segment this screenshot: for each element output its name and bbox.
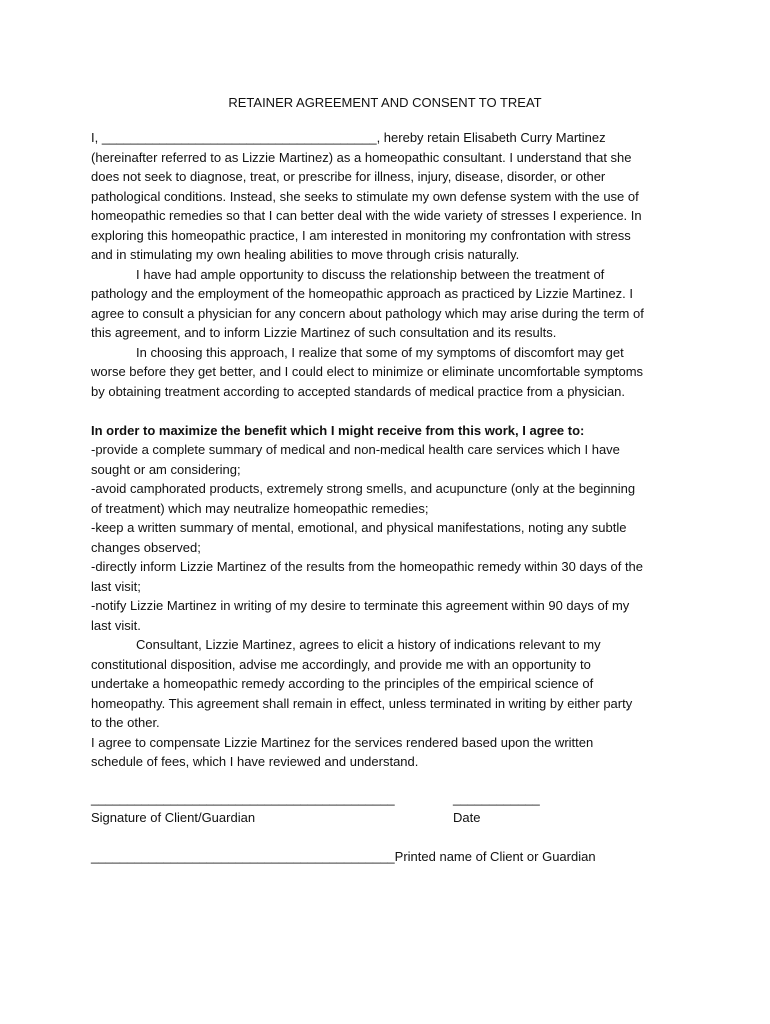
printed-name-field[interactable]: __________________________________________ xyxy=(91,849,395,864)
text-line: homeopathy. This agreement shall remain in effect, unless terminated in writing by either party xyxy=(91,695,633,711)
text-line: schedule of fees, which I have reviewed and understand. xyxy=(91,754,419,769)
agreement-item: -provide a complete summary of medical and non-medical health care services which I have xyxy=(91,442,620,457)
printed-name-label: Printed name of Client or Guardian xyxy=(394,849,596,864)
agreement-item: changes observed; xyxy=(91,539,201,555)
date-field[interactable]: ____________ xyxy=(453,791,540,806)
paragraph-consultant xyxy=(91,635,685,733)
agreement-item: -notify Lizzie Martinez in writing of my desire to terminate this agreement within 90 days of my xyxy=(91,598,630,613)
paragraph-physician xyxy=(91,265,685,343)
agreement-item: last visit; xyxy=(91,578,141,594)
text-line: Consultant, Lizzie Martinez, agrees to elicit a history of indications relevant to my xyxy=(136,637,601,652)
agreement-heading: In order to maximize the benefit which I might receive from this work, I agree to: xyxy=(91,422,585,438)
agreement-item: sought or am considering; xyxy=(91,461,241,477)
signature-block xyxy=(91,789,691,829)
paragraph-compensation xyxy=(91,733,685,772)
paragraph-approach xyxy=(91,343,685,402)
text-line: and in stimulating my own healing abilities to move through crisis naturally. xyxy=(91,247,520,262)
text-line: pathological conditions. Instead, she seeks to stimulate my own defense system with the use of xyxy=(91,188,639,204)
text-line: this agreement, and to inform Lizzie Martinez of such consultation and its results. xyxy=(91,325,557,340)
text-line: (hereinafter referred to as Lizzie Martinez) as a homeopathic consultant. I understand that she xyxy=(91,149,632,165)
text-line: In choosing this approach, I realize that some of my symptoms of discomfort may get xyxy=(136,344,624,360)
text-line: to the other. xyxy=(91,715,160,730)
text-line: I have had ample opportunity to discuss the relationship between the treatment of xyxy=(136,266,605,282)
text-line: undertake a homeopathic remedy according to the principles of the empirical science of xyxy=(91,676,594,691)
text-line: homeopathic remedies so that I can better deal with the wide variety of stresses I experience. In xyxy=(91,208,642,223)
text-line: constitutional disposition, advise me accordingly, and provide me with an opportunity to xyxy=(91,656,591,672)
agreement-item: of treatment) which may neutralize homeopathic remedies; xyxy=(91,500,429,516)
agreement-item: -directly inform Lizzie Martinez of the results from the homeopathic remedy within 30 days of the xyxy=(91,559,644,574)
date-label: Date xyxy=(453,810,481,825)
text-line: does not seek to diagnose, treat, or prescribe for illness, injury, disease, disorder, or other xyxy=(91,169,606,184)
paragraph-spacer xyxy=(91,401,685,421)
document-title: RETAINER AGREEMENT AND CONSENT TO TREAT xyxy=(228,95,542,110)
printed-name-block xyxy=(91,847,691,867)
agreement-item: -keep a written summary of mental, emotional, and physical manifestations, noting any subtle xyxy=(91,520,627,535)
agreement-item: last visit. xyxy=(91,617,141,633)
agreement-item: -avoid camphorated products, extremely strong smells, and acupuncture (only at the beginning xyxy=(91,481,636,496)
text-line: I agree to compensate Lizzie Martinez for the services rendered based upon the written xyxy=(91,734,594,750)
signature-field[interactable]: __________________________________________ xyxy=(91,791,395,806)
signature-label: Signature of Client/Guardian xyxy=(91,810,256,825)
text-line: by obtaining treatment according to accepted standards of medical practice from a physician. xyxy=(91,383,626,399)
text-line: agree to consult a physician for any concern about pathology which may arise during the term of xyxy=(91,305,644,321)
agreement-list xyxy=(91,421,685,636)
text-line: pathology and the employment of the homeopathic approach as practiced by Lizzie Martinez. I xyxy=(91,286,633,301)
text-line: worse before they get better, and I could elect to minimize or eliminate uncomfortable symptoms xyxy=(91,364,644,379)
paragraph-retain xyxy=(91,128,685,265)
printed-name-row xyxy=(91,847,596,867)
document-body xyxy=(91,128,685,772)
text-line: exploring this homeopathic practice, I am interested in monitoring my confrontation with stress xyxy=(91,227,631,243)
text-line: I, ______________________________________, hereby retain Elisabeth Curry Martinez xyxy=(91,130,606,145)
